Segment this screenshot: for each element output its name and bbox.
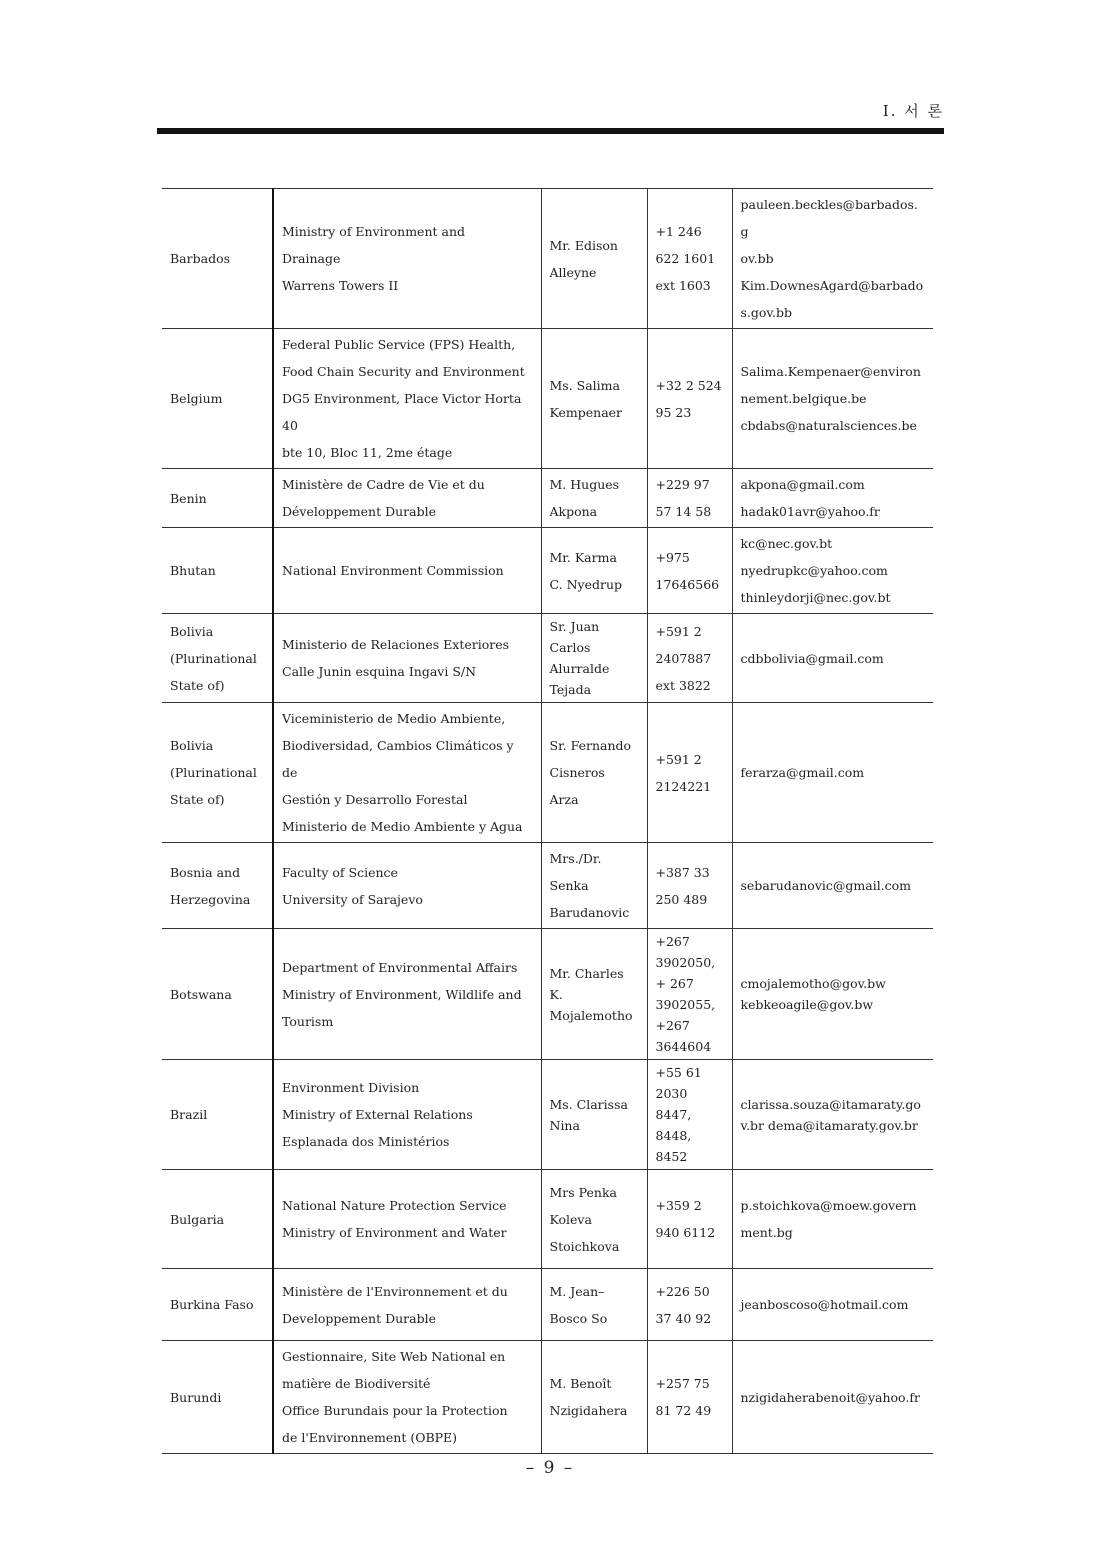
phone-line: 8447, bbox=[655, 1107, 692, 1122]
phone-cell bbox=[647, 1170, 732, 1269]
institution-line: Ministry of Environment and bbox=[282, 224, 466, 239]
phone-line: 3902050, bbox=[655, 955, 716, 970]
contact-line: Cisneros bbox=[549, 765, 605, 780]
contact-line: Koleva bbox=[549, 1211, 592, 1227]
country-cell bbox=[162, 1269, 273, 1341]
institution-line: Ministère de l'Environnement et du bbox=[282, 1283, 508, 1299]
phone-cell bbox=[647, 1060, 732, 1170]
country-line: Benin bbox=[170, 490, 207, 506]
country-line: Herzegovina bbox=[170, 891, 251, 907]
phone-line: ext 1603 bbox=[655, 278, 711, 293]
country-line: Botswana bbox=[170, 986, 232, 1002]
contact-line: C. Nyedrup bbox=[549, 576, 622, 592]
contact-line: Akpona bbox=[549, 504, 598, 519]
contact-cell bbox=[541, 1269, 647, 1341]
phone-line: +55 61 bbox=[655, 1065, 702, 1080]
institution-line: National Environment Commission bbox=[282, 563, 504, 578]
email-cell bbox=[732, 329, 933, 469]
chapter-header: I. 서 론 bbox=[882, 102, 944, 120]
phone-line: +975 bbox=[655, 549, 690, 565]
email-line: clarissa.souza@itamaraty.go bbox=[740, 1096, 921, 1112]
institution-line: Calle Junin esquina Ingavi S/N bbox=[282, 664, 477, 679]
email-cell bbox=[732, 189, 933, 329]
contact-line: Alurralde bbox=[549, 661, 610, 676]
email-cell bbox=[732, 614, 933, 703]
email-line: Kim.DownesAgard@barbado bbox=[740, 278, 924, 293]
institution-line: Warrens Towers II bbox=[282, 278, 399, 293]
table-row bbox=[162, 329, 933, 469]
email-cell bbox=[732, 528, 933, 614]
contact-line: Senka bbox=[549, 878, 589, 893]
header-rule bbox=[157, 128, 944, 134]
phone-line: + 267 bbox=[655, 976, 694, 991]
institution-cell bbox=[273, 703, 541, 843]
country-line: Bolivia bbox=[170, 623, 214, 639]
phone-line: 3902055, bbox=[655, 997, 716, 1012]
country-cell bbox=[162, 929, 273, 1060]
email-cell bbox=[732, 1060, 933, 1170]
country-line: Burundi bbox=[170, 1389, 222, 1405]
email-line: cbdabs@naturalsciences.be bbox=[740, 418, 917, 433]
phone-line: 940 6112 bbox=[655, 1225, 716, 1240]
phone-cell bbox=[647, 1269, 732, 1341]
table-row bbox=[162, 614, 933, 703]
institution-line: Développement Durable bbox=[282, 504, 436, 519]
table-row bbox=[162, 1269, 933, 1341]
table-row bbox=[162, 189, 933, 329]
institution-line: Ministry of Environment and Water bbox=[282, 1225, 507, 1240]
institution-line: 40 bbox=[282, 418, 298, 433]
phone-cell bbox=[647, 843, 732, 929]
page-number: – 9 – bbox=[525, 1458, 575, 1478]
email-line: pauleen.beckles@barbados.g bbox=[740, 197, 918, 239]
country-cell bbox=[162, 1060, 273, 1170]
contact-line: Mojalemotho bbox=[549, 1007, 633, 1023]
contact-cell bbox=[541, 1060, 647, 1170]
institution-line: Federal Public Service (FPS) Health, bbox=[282, 337, 516, 352]
phone-line: +591 2 bbox=[655, 751, 702, 767]
email-line: p.stoichkova@moew.govern bbox=[740, 1198, 917, 1213]
contact-line: Mr. Charles bbox=[549, 965, 624, 981]
institution-cell bbox=[273, 528, 541, 614]
institution-line: Ministère de Cadre de Vie et du bbox=[282, 477, 485, 492]
institution-line: de bbox=[282, 765, 298, 780]
phone-line: +226 50 bbox=[655, 1283, 710, 1299]
institution-line: Viceministerio de Medio Ambiente, bbox=[282, 711, 506, 726]
phone-line: 622 1601 bbox=[655, 251, 716, 266]
institution-line: Gestión y Desarrollo Forestal bbox=[282, 792, 468, 807]
country-line: Belgium bbox=[170, 391, 223, 406]
email-line: nyedrupkc@yahoo.com bbox=[740, 563, 888, 578]
email-line: s.gov.bb bbox=[740, 305, 792, 320]
email-cell bbox=[732, 929, 933, 1060]
contact-line: M. Hugues bbox=[549, 477, 620, 492]
institution-line: Ministerio de Medio Ambiente y Agua bbox=[282, 819, 523, 834]
table-row bbox=[162, 469, 933, 528]
email-line: akpona@gmail.com bbox=[740, 477, 865, 492]
email-cell bbox=[732, 1170, 933, 1269]
email-line: ferarza@gmail.com bbox=[740, 765, 865, 780]
institution-cell bbox=[273, 189, 541, 329]
contact-line: Mrs./Dr. bbox=[549, 851, 602, 866]
email-line: ment.bg bbox=[740, 1225, 793, 1240]
institution-cell bbox=[273, 1060, 541, 1170]
country-line: Bhutan bbox=[170, 563, 216, 578]
contact-line: Carlos bbox=[549, 640, 591, 655]
email-line: kc@nec.gov.bt bbox=[740, 536, 833, 551]
email-line: thinleydorji@nec.gov.bt bbox=[740, 590, 891, 605]
phone-line: 81 72 49 bbox=[655, 1403, 712, 1418]
phone-line: 37 40 92 bbox=[655, 1310, 712, 1326]
institution-line: National Nature Protection Service bbox=[282, 1198, 507, 1213]
contact-cell bbox=[541, 703, 647, 843]
contact-line: Alleyne bbox=[549, 264, 597, 280]
email-line: cdbbolivia@gmail.com bbox=[740, 650, 884, 666]
phone-line: 2030 bbox=[655, 1086, 688, 1101]
institution-line: DG5 Environment, Place Victor Horta bbox=[282, 391, 522, 406]
table-row bbox=[162, 528, 933, 614]
institution-line: Ministerio de Relaciones Exteriores bbox=[282, 637, 510, 652]
contact-cell bbox=[541, 189, 647, 329]
table-row bbox=[162, 703, 933, 843]
phone-cell bbox=[647, 469, 732, 528]
institution-line: Ministry of External Relations bbox=[282, 1107, 473, 1122]
email-line: sebarudanovic@gmail.com bbox=[740, 878, 912, 893]
institution-line: Office Burundais pour la Protection bbox=[282, 1403, 508, 1418]
phone-line: 95 23 bbox=[655, 404, 692, 420]
phone-line: +32 2 524 bbox=[655, 377, 722, 393]
country-cell bbox=[162, 189, 273, 329]
email-line: v.br dema@itamaraty.gov.br bbox=[740, 1117, 918, 1133]
institution-cell bbox=[273, 614, 541, 703]
contact-cell bbox=[541, 614, 647, 703]
contact-line: K. bbox=[549, 986, 563, 1002]
contact-line: Nina bbox=[549, 1117, 580, 1133]
country-line: State of) bbox=[170, 677, 225, 693]
table-row bbox=[162, 1341, 933, 1454]
email-line: jeanboscoso@hotmail.com bbox=[740, 1297, 909, 1312]
contact-table-body bbox=[162, 189, 933, 1454]
phone-line: +257 75 bbox=[655, 1376, 710, 1391]
contact-line: M. Jean– bbox=[549, 1283, 605, 1299]
phone-line: ext 3822 bbox=[655, 677, 711, 693]
contact-cell bbox=[541, 929, 647, 1060]
country-cell bbox=[162, 1170, 273, 1269]
institution-line: Ministry of Environment, Wildlife and bbox=[282, 986, 522, 1002]
email-line: nzigidaherabenoit@yahoo.fr bbox=[740, 1389, 920, 1405]
contact-line: Tejada bbox=[549, 682, 592, 697]
country-line: (Plurinational bbox=[170, 650, 257, 666]
email-cell bbox=[732, 843, 933, 929]
phone-line: 8448, bbox=[655, 1128, 692, 1143]
contact-line: Mrs Penka bbox=[549, 1184, 617, 1200]
country-line: Burkina Faso bbox=[170, 1297, 254, 1312]
contact-line: Stoichkova bbox=[549, 1238, 620, 1254]
contact-line: Arza bbox=[549, 792, 579, 807]
country-cell bbox=[162, 528, 273, 614]
contact-line: Mr. Edison bbox=[549, 237, 618, 253]
institution-line: Developpement Durable bbox=[282, 1310, 436, 1326]
table-row bbox=[162, 843, 933, 929]
phone-cell bbox=[647, 703, 732, 843]
email-cell bbox=[732, 1269, 933, 1341]
country-line: Bulgaria bbox=[170, 1211, 225, 1227]
institution-line: Tourism bbox=[282, 1013, 334, 1029]
contact-line: Nzigidahera bbox=[549, 1403, 628, 1418]
contact-line: M. Benoît bbox=[549, 1376, 612, 1391]
contact-line: Sr. Juan bbox=[549, 619, 600, 634]
phone-cell bbox=[647, 614, 732, 703]
institution-line: University of Sarajevo bbox=[282, 891, 423, 907]
country-cell bbox=[162, 843, 273, 929]
contact-line: Barudanovic bbox=[549, 905, 630, 920]
contact-cell bbox=[541, 528, 647, 614]
email-line: cmojalemotho@gov.bw bbox=[740, 976, 886, 991]
phone-line: 3644604 bbox=[655, 1039, 712, 1054]
email-line: hadak01avr@yahoo.fr bbox=[740, 504, 880, 519]
phone-line: +267 bbox=[655, 934, 690, 949]
contact-line: Ms. Clarissa bbox=[549, 1096, 628, 1112]
contact-line: Sr. Fernando bbox=[549, 738, 632, 753]
phone-cell bbox=[647, 528, 732, 614]
country-cell bbox=[162, 703, 273, 843]
institution-line: Drainage bbox=[282, 251, 341, 266]
institution-cell bbox=[273, 469, 541, 528]
institution-cell bbox=[273, 329, 541, 469]
institution-line: Environment Division bbox=[282, 1080, 420, 1095]
email-cell bbox=[732, 703, 933, 843]
email-line: kebkeoagile@gov.bw bbox=[740, 997, 874, 1012]
institution-line: Esplanada dos Ministérios bbox=[282, 1134, 450, 1149]
institution-line: matière de Biodiversité bbox=[282, 1376, 431, 1391]
contact-table bbox=[162, 188, 933, 1454]
institution-cell bbox=[273, 843, 541, 929]
phone-line: 17646566 bbox=[655, 576, 720, 592]
country-line: Bosnia and bbox=[170, 864, 241, 880]
institution-cell bbox=[273, 1269, 541, 1341]
institution-line: Food Chain Security and Environment bbox=[282, 364, 525, 379]
contact-cell bbox=[541, 469, 647, 528]
phone-cell bbox=[647, 1341, 732, 1454]
email-line: Salima.Kempenaer@environ bbox=[740, 364, 921, 379]
contact-cell bbox=[541, 1170, 647, 1269]
country-line: (Plurinational bbox=[170, 765, 257, 780]
phone-line: 2407887 bbox=[655, 650, 712, 666]
country-cell bbox=[162, 469, 273, 528]
country-cell bbox=[162, 1341, 273, 1454]
country-line: State of) bbox=[170, 792, 225, 807]
institution-line: de l'Environnement (OBPE) bbox=[282, 1430, 458, 1445]
contact-line: Bosco So bbox=[549, 1310, 608, 1326]
contact-line: Mr. Karma bbox=[549, 549, 617, 565]
institution-cell bbox=[273, 929, 541, 1060]
email-line: ov.bb bbox=[740, 251, 774, 266]
phone-line: 57 14 58 bbox=[655, 504, 712, 519]
contact-line: Ms. Salima bbox=[549, 377, 620, 393]
institution-cell bbox=[273, 1170, 541, 1269]
phone-cell bbox=[647, 329, 732, 469]
phone-line: +387 33 bbox=[655, 864, 710, 880]
email-line: nement.belgique.be bbox=[740, 391, 867, 406]
country-cell bbox=[162, 329, 273, 469]
phone-line: 8452 bbox=[655, 1149, 688, 1164]
phone-line: 250 489 bbox=[655, 891, 708, 907]
institution-cell bbox=[273, 1341, 541, 1454]
phone-line: 2124221 bbox=[655, 778, 712, 794]
phone-line: +359 2 bbox=[655, 1198, 702, 1213]
country-cell bbox=[162, 614, 273, 703]
institution-line: Gestionnaire, Site Web National en bbox=[282, 1349, 506, 1364]
phone-cell bbox=[647, 929, 732, 1060]
institution-line: Biodiversidad, Cambios Climáticos y bbox=[282, 738, 514, 753]
institution-line: Department of Environmental Affairs bbox=[282, 959, 518, 975]
contact-cell bbox=[541, 329, 647, 469]
country-line: Brazil bbox=[170, 1107, 208, 1122]
phone-line: +229 97 bbox=[655, 477, 710, 492]
contact-cell bbox=[541, 1341, 647, 1454]
institution-line: Faculty of Science bbox=[282, 864, 398, 880]
country-line: Barbados bbox=[170, 251, 231, 266]
country-line: Bolivia bbox=[170, 738, 214, 753]
email-cell bbox=[732, 469, 933, 528]
table-row bbox=[162, 929, 933, 1060]
phone-cell bbox=[647, 189, 732, 329]
email-cell bbox=[732, 1341, 933, 1454]
phone-line: +267 bbox=[655, 1018, 690, 1033]
contact-line: Kempenaer bbox=[549, 404, 623, 420]
table-row bbox=[162, 1060, 933, 1170]
phone-line: +591 2 bbox=[655, 623, 702, 639]
table-row bbox=[162, 1170, 933, 1269]
institution-line: bte 10, Bloc 11, 2me étage bbox=[282, 445, 453, 460]
phone-line: +1 246 bbox=[655, 224, 702, 239]
contact-cell bbox=[541, 843, 647, 929]
